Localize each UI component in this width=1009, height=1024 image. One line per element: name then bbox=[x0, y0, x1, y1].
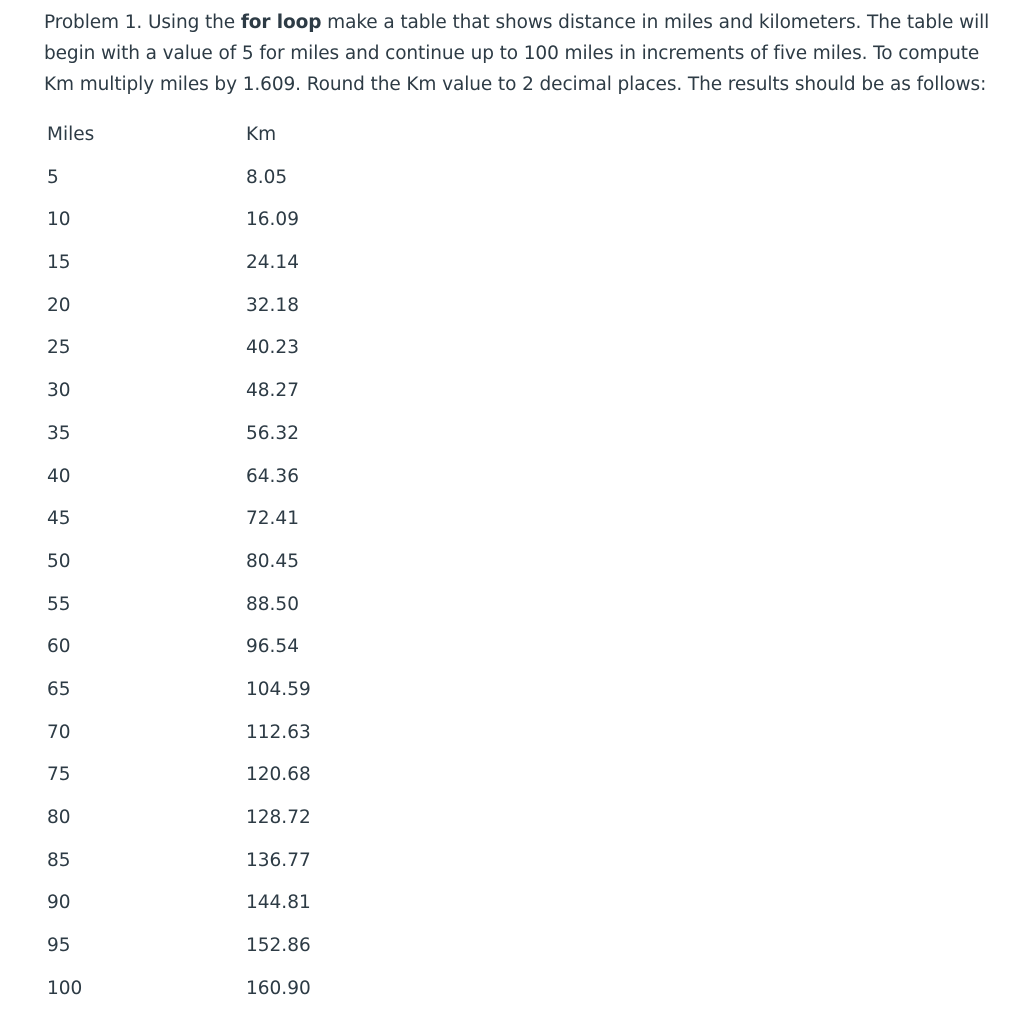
cell-miles: 40 bbox=[47, 465, 71, 487]
cell-km: 112.63 bbox=[246, 721, 311, 743]
cell-km: 16.09 bbox=[246, 209, 299, 231]
problem-text-bold: for loop bbox=[240, 12, 322, 33]
cell-miles: 45 bbox=[47, 508, 71, 530]
cell-km: 80.45 bbox=[246, 550, 299, 572]
cell-miles: 70 bbox=[47, 721, 71, 743]
table-row bbox=[47, 377, 447, 420]
cell-miles: 10 bbox=[47, 209, 71, 231]
cell-miles: 95 bbox=[47, 935, 71, 957]
cell-km: 88.50 bbox=[246, 593, 299, 615]
cell-km: 24.14 bbox=[246, 252, 299, 274]
table-header-row bbox=[47, 121, 447, 164]
cell-miles: 65 bbox=[47, 678, 71, 700]
table-row bbox=[47, 292, 447, 335]
table-row bbox=[47, 548, 447, 591]
cell-km: 56.32 bbox=[246, 422, 299, 444]
cell-miles: 30 bbox=[47, 380, 71, 402]
table-row bbox=[47, 420, 447, 463]
table-row bbox=[47, 206, 447, 249]
table-row bbox=[47, 334, 447, 377]
header-km: Km bbox=[246, 124, 277, 145]
cell-miles: 80 bbox=[47, 807, 71, 828]
header-miles: Miles bbox=[47, 124, 95, 145]
table-row bbox=[47, 505, 447, 548]
cell-km: 32.18 bbox=[246, 294, 299, 316]
table-row bbox=[47, 249, 447, 292]
cell-km: 144.81 bbox=[246, 892, 311, 914]
cell-km: 64.36 bbox=[246, 465, 299, 487]
table-row bbox=[47, 719, 447, 762]
table-row bbox=[47, 676, 447, 719]
cell-miles: 85 bbox=[47, 849, 71, 871]
cell-miles: 60 bbox=[47, 636, 71, 658]
table-row bbox=[47, 761, 447, 804]
table-row bbox=[47, 463, 447, 506]
cell-km: 72.41 bbox=[246, 508, 299, 530]
cell-miles: 50 bbox=[47, 550, 71, 572]
cell-miles: 5 bbox=[47, 166, 59, 188]
table-row bbox=[47, 975, 447, 1018]
table-row bbox=[47, 804, 447, 847]
table-row bbox=[47, 164, 447, 207]
cell-km: 120.68 bbox=[246, 764, 311, 786]
cell-miles: 55 bbox=[47, 593, 71, 615]
cell-miles: 20 bbox=[47, 294, 71, 316]
miles-km-table bbox=[47, 121, 447, 1017]
cell-km: 128.72 bbox=[246, 807, 311, 828]
cell-km: 104.59 bbox=[246, 678, 311, 700]
cell-miles: 90 bbox=[47, 892, 71, 914]
problem-text-suffix: make a table that shows distance in miles and kilometers. The table will begin with a value of 5 for miles and continue up to 100 miles in increments of five miles. To compute Km multiply miles by 1.609. Round the Km value to 2 decimal places. The results should be as follows: bbox=[44, 12, 990, 95]
cell-km: 152.86 bbox=[246, 935, 311, 957]
cell-miles: 35 bbox=[47, 422, 71, 444]
cell-km: 96.54 bbox=[246, 636, 299, 658]
cell-miles: 15 bbox=[47, 252, 71, 274]
cell-miles: 25 bbox=[47, 337, 71, 359]
cell-km: 160.90 bbox=[246, 977, 311, 999]
cell-miles: 100 bbox=[47, 977, 83, 999]
cell-miles: 75 bbox=[47, 764, 71, 786]
cell-km: 48.27 bbox=[246, 380, 299, 402]
table-row bbox=[47, 932, 447, 975]
cell-km: 40.23 bbox=[246, 337, 299, 359]
cell-km: 8.05 bbox=[246, 166, 288, 188]
table-row bbox=[47, 633, 447, 676]
cell-km: 136.77 bbox=[246, 849, 311, 871]
table-row bbox=[47, 889, 447, 932]
problem-text-prefix: Problem 1. Using the bbox=[44, 12, 241, 33]
table-row bbox=[47, 847, 447, 890]
problem-statement bbox=[44, 7, 999, 100]
table-row bbox=[47, 591, 447, 634]
